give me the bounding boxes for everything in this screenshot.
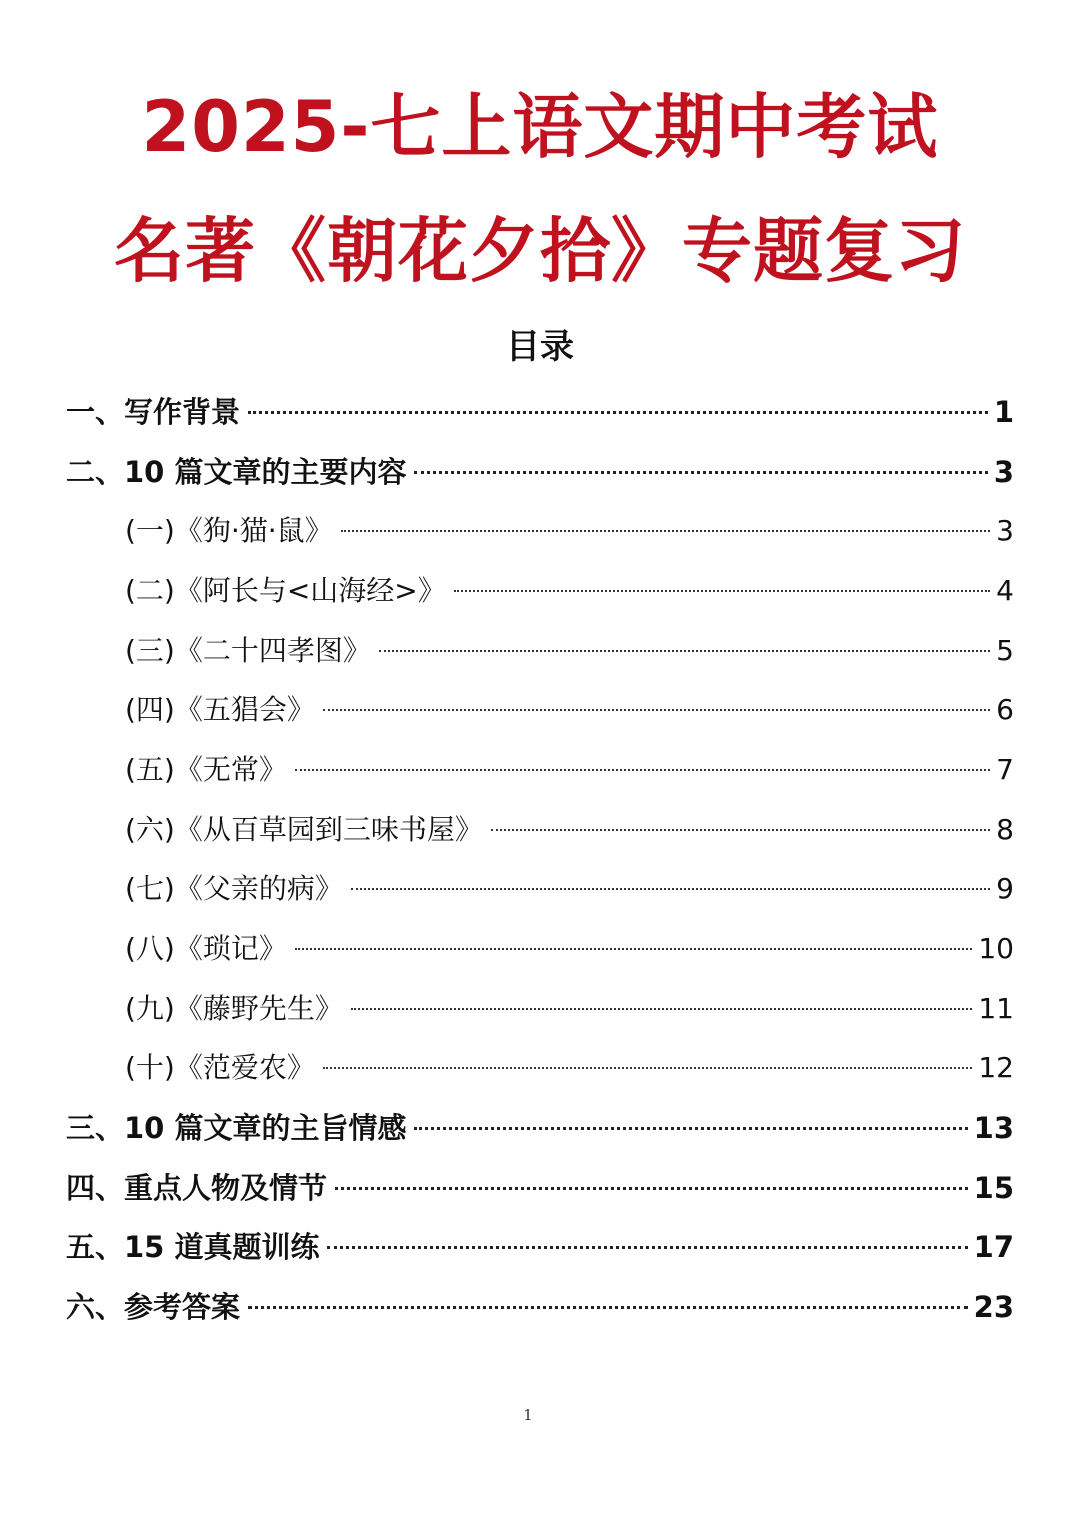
toc-dot-leader [491, 829, 990, 831]
page-number: 1 [523, 1406, 533, 1424]
document-title-line-2: 名著《朝花夕拾》专题复习 [114, 210, 966, 292]
toc-entry-main-content[interactable] [66, 444, 1014, 500]
toc-entry-label: (八)《琐记》 [125, 932, 287, 965]
toc-dot-leader [248, 1306, 968, 1309]
toc-entry-page: 9 [996, 872, 1014, 905]
toc-entry-label: (三)《二十四孝图》 [125, 634, 371, 667]
toc-entry-label: (五)《无常》 [125, 753, 287, 786]
toc-subentry-dog-cat-mouse[interactable] [125, 503, 1014, 559]
toc-subentry-fan-ainong[interactable] [125, 1040, 1014, 1096]
toc-dot-leader [335, 1187, 968, 1190]
toc-dot-leader [351, 888, 990, 890]
toc-dot-leader [295, 769, 990, 771]
toc-dot-leader [454, 590, 990, 592]
toc-subentry-hundred-grass-garden[interactable] [125, 802, 1014, 858]
document-title-line-1: 2025-七上语文期中考试 [141, 86, 939, 168]
toc-entry-page: 13 [973, 1111, 1014, 1145]
toc-entry-label: 六、参考答案 [66, 1290, 241, 1324]
toc-entry-page: 3 [993, 455, 1014, 489]
toc-entry-label: (一)《狗·猫·鼠》 [125, 514, 333, 547]
toc-subentry-ah-chang[interactable] [125, 563, 1014, 619]
toc-entry-label: 二、10 篇文章的主要内容 [66, 455, 407, 489]
toc-entry-label: (六)《从百草园到三味书屋》 [125, 813, 483, 846]
toc-entry-label: (七)《父亲的病》 [125, 872, 343, 905]
toc-entry-label: (四)《五猖会》 [125, 693, 315, 726]
toc-subentry-twenty-four-filial[interactable] [125, 623, 1014, 679]
toc-entry-label: (九)《藤野先生》 [125, 992, 343, 1025]
toc-dot-leader [351, 1008, 973, 1010]
toc-heading: 目录 [506, 327, 574, 367]
toc-entry-page: 7 [996, 753, 1014, 786]
toc-dot-leader [341, 530, 991, 532]
toc-entry-reference-answers[interactable] [66, 1279, 1014, 1335]
toc-entry-page: 17 [973, 1230, 1014, 1264]
toc-entry-page: 12 [978, 1051, 1014, 1084]
toc-entry-page: 8 [996, 813, 1014, 846]
toc-subentry-wuchang-festival[interactable] [125, 682, 1014, 738]
toc-subentry-fathers-illness[interactable] [125, 861, 1014, 917]
toc-dot-leader [414, 1127, 967, 1130]
toc-entry-page: 5 [996, 634, 1014, 667]
toc-entry-label: (二)《阿长与<山海经>》 [125, 574, 446, 607]
toc-entry-label: (十)《范爱农》 [125, 1051, 315, 1084]
toc-dot-leader [248, 411, 988, 414]
toc-entry-label: 四、重点人物及情节 [66, 1171, 328, 1205]
toc-entry-page: 10 [978, 932, 1014, 965]
toc-entry-label: 一、写作背景 [66, 395, 241, 429]
toc-entry-page: 4 [996, 574, 1014, 607]
toc-entry-page: 1 [993, 395, 1014, 429]
toc-dot-leader [414, 471, 987, 474]
toc-entry-page: 3 [996, 514, 1014, 547]
toc-dot-leader [323, 1067, 973, 1069]
toc-dot-leader [323, 709, 990, 711]
toc-entry-label: 五、15 道真题训练 [66, 1230, 320, 1264]
toc-entry-page: 23 [973, 1290, 1014, 1324]
toc-dot-leader [295, 948, 973, 950]
toc-subentry-trivial-notes[interactable] [125, 921, 1014, 977]
toc-entry-label: 三、10 篇文章的主旨情感 [66, 1111, 407, 1145]
toc-entry-key-characters[interactable] [66, 1160, 1014, 1216]
toc-entry-page: 15 [973, 1171, 1014, 1205]
toc-subentry-mr-fujino[interactable] [125, 981, 1014, 1037]
toc-dot-leader [327, 1246, 967, 1249]
toc-entry-writing-background[interactable] [66, 384, 1014, 440]
toc-subentry-wuchang[interactable] [125, 742, 1014, 798]
toc-entry-page: 11 [978, 992, 1014, 1025]
toc-entry-page: 6 [996, 693, 1014, 726]
toc-entry-practice-questions[interactable] [66, 1219, 1014, 1275]
toc-dot-leader [379, 650, 990, 652]
toc-entry-themes-emotions[interactable] [66, 1100, 1014, 1156]
